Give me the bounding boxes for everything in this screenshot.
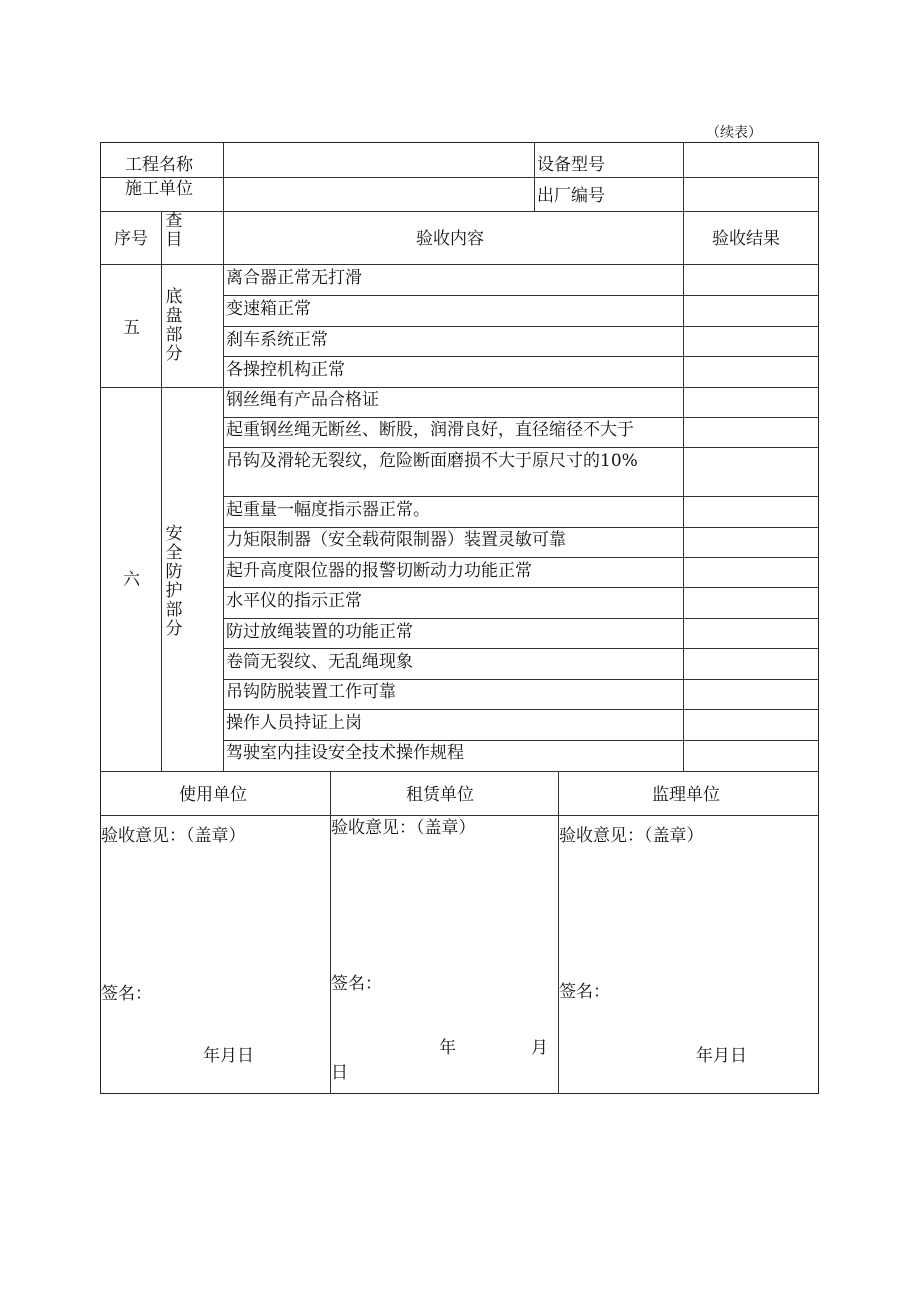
- signature-label: 签名：: [101, 984, 152, 1004]
- opinion-label: 验收意见：（盖章）: [101, 826, 246, 846]
- col-line: [683, 211, 684, 771]
- row-line: [223, 417, 819, 418]
- row-line: [223, 679, 819, 680]
- lessor-unit-header: 租赁单位: [406, 785, 474, 805]
- item-header: 查目: [165, 211, 183, 250]
- date-day: 日: [331, 1063, 348, 1083]
- content-cell: 驾驶室内挂设安全技术操作规程: [226, 743, 464, 763]
- row-line: [223, 648, 819, 649]
- row-line: [101, 211, 819, 212]
- content-cell: 起重量一幅度指示器正常。: [226, 500, 430, 520]
- opinion-label: 验收意见：（盖章）: [331, 818, 476, 838]
- section-seq: 六: [123, 570, 140, 590]
- row-line: [223, 618, 819, 619]
- row-line: [101, 771, 819, 772]
- row-line: [101, 264, 819, 265]
- row-line: [223, 496, 819, 497]
- section-name: 安全防护部分: [165, 524, 183, 639]
- col-line: [558, 771, 559, 1094]
- date-label: 年月日: [203, 1046, 254, 1066]
- row-line: [223, 740, 819, 741]
- row-line: [223, 356, 819, 357]
- row-line: [223, 527, 819, 528]
- row-line: [223, 709, 819, 710]
- date-month: 月: [531, 1038, 548, 1058]
- result-header: 验收结果: [712, 229, 780, 249]
- row-line: [101, 387, 819, 388]
- content-cell: 变速箱正常: [226, 299, 311, 319]
- user-unit-header: 使用单位: [179, 785, 247, 805]
- project-name-label: 工程名称: [125, 155, 193, 175]
- row-line: [223, 587, 819, 588]
- col-line: [161, 211, 162, 771]
- factory-number-label: 出厂编号: [537, 186, 605, 206]
- row-line: [101, 177, 819, 178]
- col-line: [683, 143, 684, 211]
- signature-label: 签名：: [331, 974, 382, 994]
- col-line: [534, 143, 535, 211]
- content-cell: 操作人员持证上岗: [226, 713, 362, 733]
- row-line: [101, 815, 819, 816]
- supervisor-unit-header: 监理单位: [652, 785, 720, 805]
- content-cell: 各操控机构正常: [226, 360, 345, 380]
- date-year: 年: [439, 1038, 456, 1058]
- content-cell: 钢丝绳有产品合格证: [226, 390, 379, 410]
- section-name: 底盘部分: [165, 287, 183, 364]
- section-seq: 五: [123, 318, 140, 338]
- row-line: [223, 447, 819, 448]
- acceptance-table: [100, 142, 819, 1094]
- signature-label: 签名：: [559, 982, 610, 1002]
- seq-header: 序号: [114, 229, 148, 249]
- content-cell: 起重钢丝绳无断丝、断股，润滑良好，直径缩径不大于: [226, 420, 634, 440]
- content-cell: 卷筒无裂纹、无乱绳现象: [226, 652, 413, 672]
- content-cell: 刹车系统正常: [226, 330, 328, 350]
- construction-unit-label: 施工单位: [125, 179, 193, 199]
- col-line: [223, 143, 224, 771]
- content-cell: 防过放绳装置的功能正常: [226, 622, 413, 642]
- content-cell: 力矩限制器（安全载荷限制器）装置灵敏可靠: [226, 530, 566, 550]
- continued-label: （续表）: [706, 125, 762, 141]
- row-line: [223, 557, 819, 558]
- row-line: [223, 295, 819, 296]
- equipment-model-label: 设备型号: [537, 155, 605, 175]
- content-cell: 起升高度限位器的报警切断动力功能正常: [226, 561, 532, 581]
- date-label: 年月日: [696, 1046, 747, 1066]
- content-cell: 水平仪的指示正常: [226, 591, 362, 611]
- content-cell: 吊钩防脱装置工作可靠: [226, 682, 396, 702]
- opinion-label: 验收意见：（盖章）: [559, 826, 704, 846]
- content-cell: 吊钩及滑轮无裂纹，危险断面磨损不大于原尺寸的10%: [226, 451, 638, 471]
- content-cell: 离合器正常无打滑: [226, 268, 362, 288]
- content-header: 验收内容: [416, 229, 484, 249]
- row-line: [223, 326, 819, 327]
